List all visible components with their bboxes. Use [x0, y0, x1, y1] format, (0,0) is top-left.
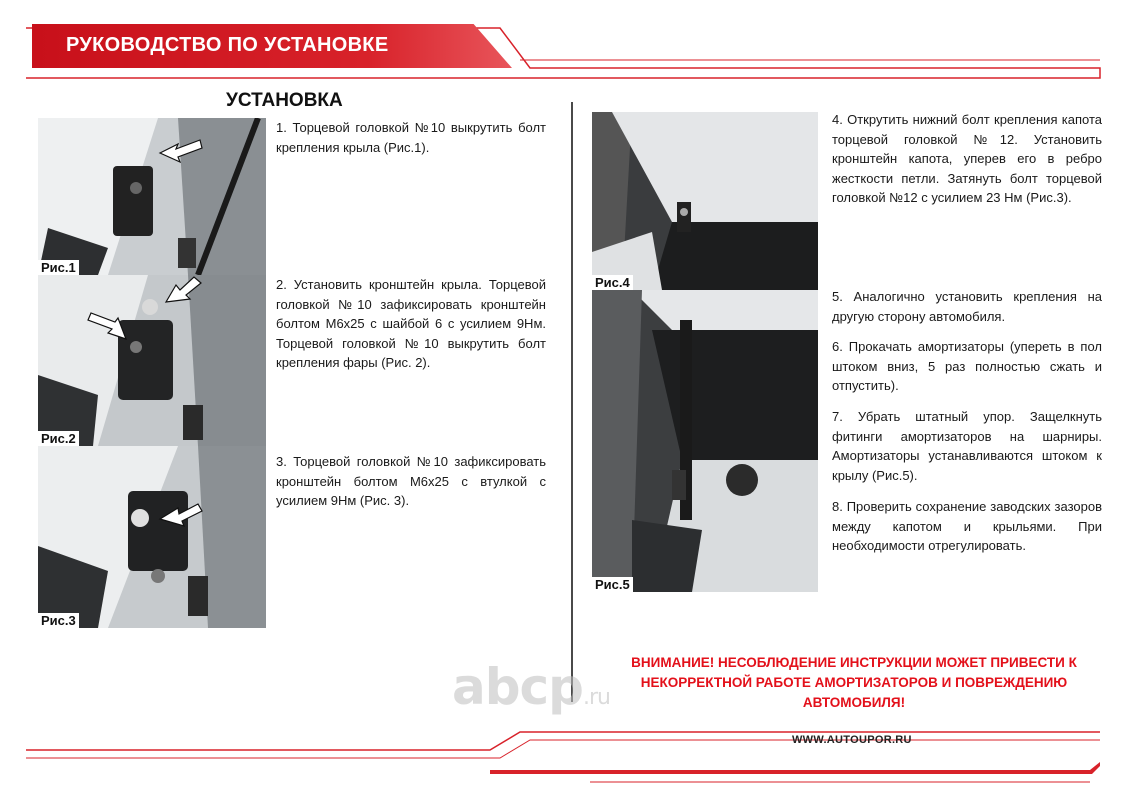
watermark-suffix: .ru: [582, 685, 610, 710]
warning-text: ВНИМАНИЕ! НЕСОБЛЮДЕНИЕ ИНСТРУКЦИИ МОЖЕТ ПРИВЕСТИ К НЕКОРРЕКТНОЙ РАБОТЕ АМОРТИЗАТОРОВ И ПОВРЕЖДЕНИЮ АВТОМОБИЛЯ!: [631, 655, 1077, 710]
photo-fig3: [38, 446, 266, 628]
photo-fig1: [38, 118, 266, 275]
watermark-logo: [452, 658, 610, 716]
fig5-label: Рис.5: [592, 577, 633, 592]
column-divider: [571, 102, 573, 702]
fig3-label: Рис.3: [38, 613, 79, 628]
white-arrow-icon: [38, 446, 266, 628]
photo-fig2: [38, 275, 266, 446]
step-3: 3. Торцевой головкой №10 зафиксировать кронштейн болтом М6х25 с втулкой с усилием 9Нм (Рис. 3).: [276, 454, 546, 508]
footer-url[interactable]: WWW.AUTOUPOR.RU: [792, 734, 912, 746]
photo-fig5: [592, 290, 818, 592]
footer-decoration: [0, 720, 1132, 800]
step-1: 1. Торцевой головкой №10 выкрутить болт крепления крыла (Рис.1).: [276, 120, 546, 155]
watermark-main: abcp: [452, 658, 583, 716]
fig2-label: Рис.2: [38, 431, 79, 446]
fig4-label: Рис.4: [592, 275, 633, 290]
step-7: 7. Убрать штатный упор. Защелкнуть фитинги амортизаторов на шарниры. Амортизаторы устанавливаются штоком к крылу (Рис.5).: [832, 409, 1102, 483]
step-4: 4. Открутить нижний болт крепления капота торцевой головкой №12. Установить кронштейн капота, уперев его в ребро жесткости петли. Затянуть болт торцевой головкой №12 с усилием 23 Нм (Рис.3).: [832, 112, 1102, 205]
page-title: РУКОВОДСТВО ПО УСТАНОВКЕ: [66, 34, 389, 56]
fig1-label: Рис.1: [38, 260, 79, 275]
step-6: 6. Прокачать амортизаторы (упереть в пол штоком вниз, 5 раз полностью сжать и отпустить).: [832, 339, 1102, 393]
step-2: 2. Установить кронштейн крыла. Торцевой головкой №10 зафиксировать кронштейн болтом М6х25 с шайбой 6 с усилием 9Нм. Торцевой головкой №10 выкрутить болт крепления фары (Рис. 2).: [276, 277, 546, 370]
section-title: УСТАНОВКА: [226, 90, 343, 111]
white-arrow-icon: [38, 118, 266, 275]
photo-fig4: [592, 112, 818, 290]
white-arrow-icon: [38, 275, 266, 446]
step-8: 8. Проверить сохранение заводских зазоров между капотом и крыльями. При необходимости отрегулировать.: [832, 499, 1102, 553]
step-5: 5. Аналогично установить крепления на другую сторону автомобиля.: [832, 289, 1102, 324]
